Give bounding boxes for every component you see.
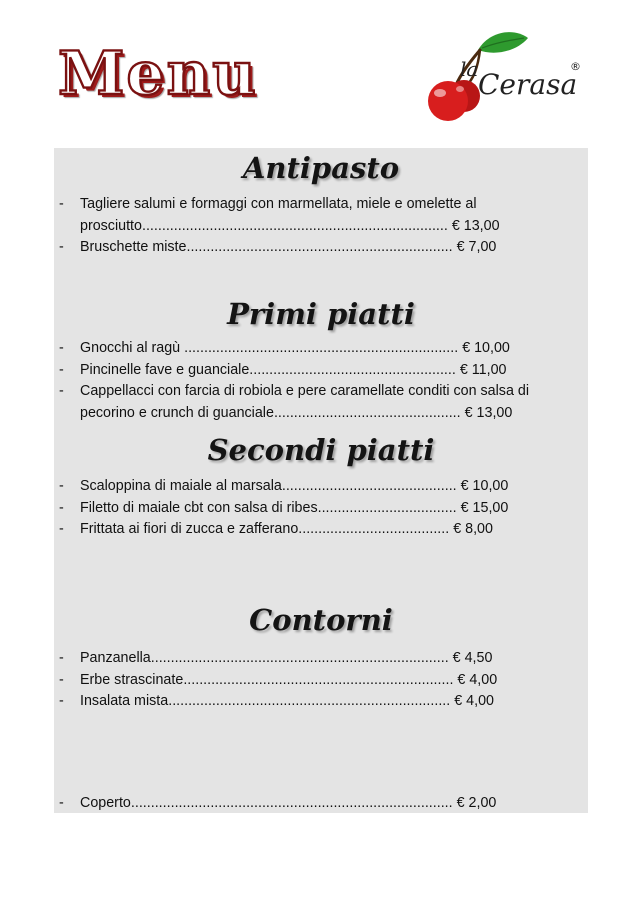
item-leader: ..................................................................... — [180, 340, 459, 356]
item-leader: ................................... — [317, 499, 457, 516]
menu-item — [54, 498, 588, 520]
section-title-secondi: Secondi piatti — [207, 433, 435, 467]
item-name: Panzanella — [80, 650, 151, 666]
item-leader: ............................................... — [273, 404, 461, 421]
menu-title: Menu — [58, 39, 258, 109]
item-leader: ...................................... — [298, 521, 450, 537]
menu-item — [54, 648, 588, 670]
item-price: € 4,50 — [452, 650, 493, 666]
section-antipasto — [54, 150, 588, 259]
item-name: Coperto — [80, 795, 131, 811]
section-title-antipasto: Antipasto — [242, 151, 400, 185]
item-name: Gnocchi al ragù — [80, 340, 181, 356]
menu-item — [54, 670, 588, 692]
menu-item — [54, 381, 588, 424]
item-price: € 2,00 — [456, 795, 497, 811]
item-price: € 7,00 — [456, 239, 497, 255]
section-primi-piatti — [54, 296, 588, 424]
menu-item — [54, 476, 588, 498]
item-name: Filetto di maiale cbt con salsa di ribes — [80, 499, 318, 516]
item-name: Tagliere salumi e formaggi con marmellata, miele e omelette al prosciutto — [80, 196, 477, 234]
primi-list — [54, 338, 588, 424]
section-title-contorni: Contorni — [249, 603, 393, 637]
item-leader: ........................................................................... — [150, 650, 449, 666]
item-price: € 4,00 — [454, 693, 494, 709]
item-name: Scaloppina di maiale al marsala — [80, 478, 282, 494]
item-name: Bruschette miste — [80, 239, 187, 255]
item-price: € 10,00 — [460, 478, 509, 494]
menu-item — [54, 338, 588, 360]
item-price: € 10,00 — [462, 340, 510, 356]
item-leader: .................................................................... — [183, 671, 454, 688]
section-contorni — [54, 602, 588, 713]
item-leader: ............................................ — [281, 478, 457, 494]
item-leader: ................................................................................. — [130, 795, 453, 811]
item-name: Frittata ai fiori di zucca e zafferano — [80, 521, 299, 537]
item-price: € 11,00 — [459, 361, 507, 378]
item-price: € 13,00 — [451, 217, 500, 234]
item-leader: ....................................................................... — [168, 693, 451, 709]
item-leader: ............................................................................. — [141, 217, 448, 234]
item-price: € 4,00 — [457, 671, 498, 688]
item-name: Cappellacci con farcia di robiola e pere caramellate conditi con salsa di pecorino e crunch di guanciale — [80, 383, 530, 421]
svg-text:®: ® — [570, 60, 581, 73]
item-name: Erbe strascinate — [80, 671, 184, 688]
section-title-primi: Primi piatti — [227, 297, 415, 331]
la-cerasa-logo — [420, 26, 590, 126]
item-leader: .................................................... — [249, 361, 456, 378]
menu-item — [54, 519, 588, 541]
menu-item — [54, 194, 588, 237]
antipasto-list — [54, 194, 588, 259]
menu-item — [54, 237, 588, 259]
menu-panel — [54, 148, 588, 813]
menu-item — [54, 691, 588, 713]
item-price: € 8,00 — [453, 521, 493, 537]
item-name: Pincinelle fave e guanciale — [80, 361, 250, 378]
item-leader: ................................................................... — [186, 239, 453, 255]
contorni-list — [54, 648, 588, 713]
svg-text:la: la — [460, 57, 479, 81]
item-price: € 15,00 — [460, 499, 509, 516]
svg-text:Cerasa: Cerasa — [478, 68, 578, 101]
menu-item — [54, 360, 588, 382]
item-price: € 13,00 — [464, 404, 513, 421]
item-name: Insalata mista — [80, 693, 169, 709]
coperto-line — [54, 793, 588, 815]
cherry-logo-icon — [420, 26, 590, 126]
section-secondi-piatti — [54, 432, 588, 541]
secondi-list — [54, 476, 588, 541]
menu-item-coperto — [54, 793, 588, 815]
